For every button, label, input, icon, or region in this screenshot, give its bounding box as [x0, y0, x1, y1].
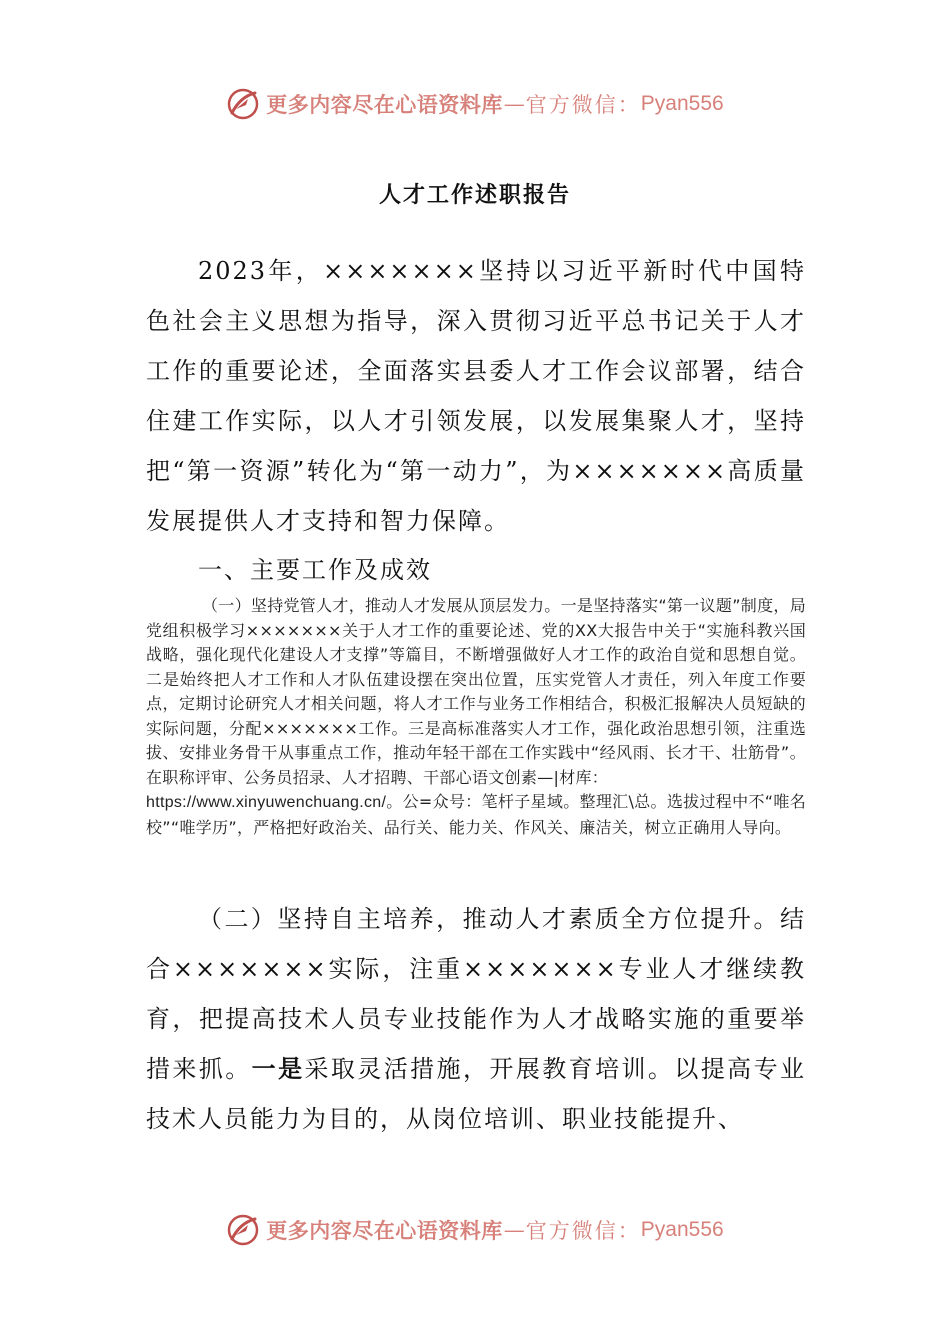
- watermark-footer: [0, 1210, 950, 1250]
- section-2-paragraph: [146, 894, 806, 1144]
- section-1-paragraph-block: [146, 594, 806, 840]
- document-title: 人才工作述职报告: [378, 183, 571, 208]
- intro-paragraph: 2023年，×××××××坚持以习近平新时代中国特色社会主义思想为指导，深入贯彻习近平总书记关于人才工作的重要论述，全面落实县委人才工作会议部署，结合住建工作实际，以人才引领发展，以发展集聚人才，坚持把“第一资源”转化为“第一动力”，为×××××××高质量发展提供人才支持和智力保障。: [146, 257, 806, 535]
- section-1-paragraph: [146, 594, 806, 840]
- section-2-lead: （二）坚持自主培养，推动人才素质全方位提升。结合×××××××实际，注重×××××××专业人才继续教育，把提高技术人员专业技能作为人才战略实施的重要举措来抓。: [146, 905, 806, 1083]
- watermark-wechat-id: Pyan556: [640, 1218, 724, 1241]
- pen-logo-icon: [226, 87, 260, 121]
- watermark-separator: —: [503, 1218, 525, 1242]
- pen-logo-icon: [226, 1213, 260, 1247]
- section-2-rest: 采取灵活措施，开展教育培训。以提高专业技术人员能力为目的，从岗位培训、职业技能提升、: [146, 1055, 807, 1133]
- watermark-label: 官方微信：: [525, 1219, 641, 1243]
- intro-paragraph-block: [146, 246, 806, 546]
- watermark-header: [0, 84, 950, 124]
- section-2-paragraph-block: [146, 894, 806, 1144]
- watermark-main-text: 更多内容尽在心语资料库: [266, 92, 503, 117]
- section-1-text-b: 。公=众号：笔杆子星域。整理汇\总。选拔过程中不“唯名校”“唯学历”，严格把好政治关、品行关、能力关、作风关、廉洁关，树立正确用人导向。: [146, 792, 806, 837]
- section-heading-1: 一、主要工作及成效: [198, 556, 432, 584]
- section-1-text-a: （一）坚持党管人才，推动人才发展从顶层发力。一是坚持落实“第一议题”制度，局党组积极学习×××××××关于人才工作的重要论述、党的XX大报告中关于“实施科教兴国战略，强化现代化建设人才支撑”等篇目，不断增强做好人才工作的政治自觉和思想自觉。二是始终把人才工作和人才队伍建设摆在突出位置，压实党管人才责任，列入年度工作要点，定期讨论研究人才相关问题，将人才工作与业务工作相结合，积极汇报解决人员短缺的实际问题，分配×××××××工作。三是高标准落实人才工作，强化政治思想引领，注重选拔、安排业务骨干从事重点工作，推动年轻干部在工作实践中“经风雨、长才干、壮筋骨”。在职称评审、公务员招录、人才招聘、干部心语文创素—|材库：: [146, 596, 806, 787]
- section-heading-block: [146, 545, 806, 595]
- section-2-bold-marker: 一是: [251, 1054, 305, 1083]
- watermark-label: 官方微信：: [525, 93, 641, 117]
- watermark-main-text: 更多内容尽在心语资料库: [266, 1218, 503, 1243]
- watermark-wechat-id: Pyan556: [640, 92, 724, 115]
- section-1-url: https://www.xinyuwenchuang.cn/: [146, 794, 387, 811]
- watermark-separator: —: [503, 92, 525, 116]
